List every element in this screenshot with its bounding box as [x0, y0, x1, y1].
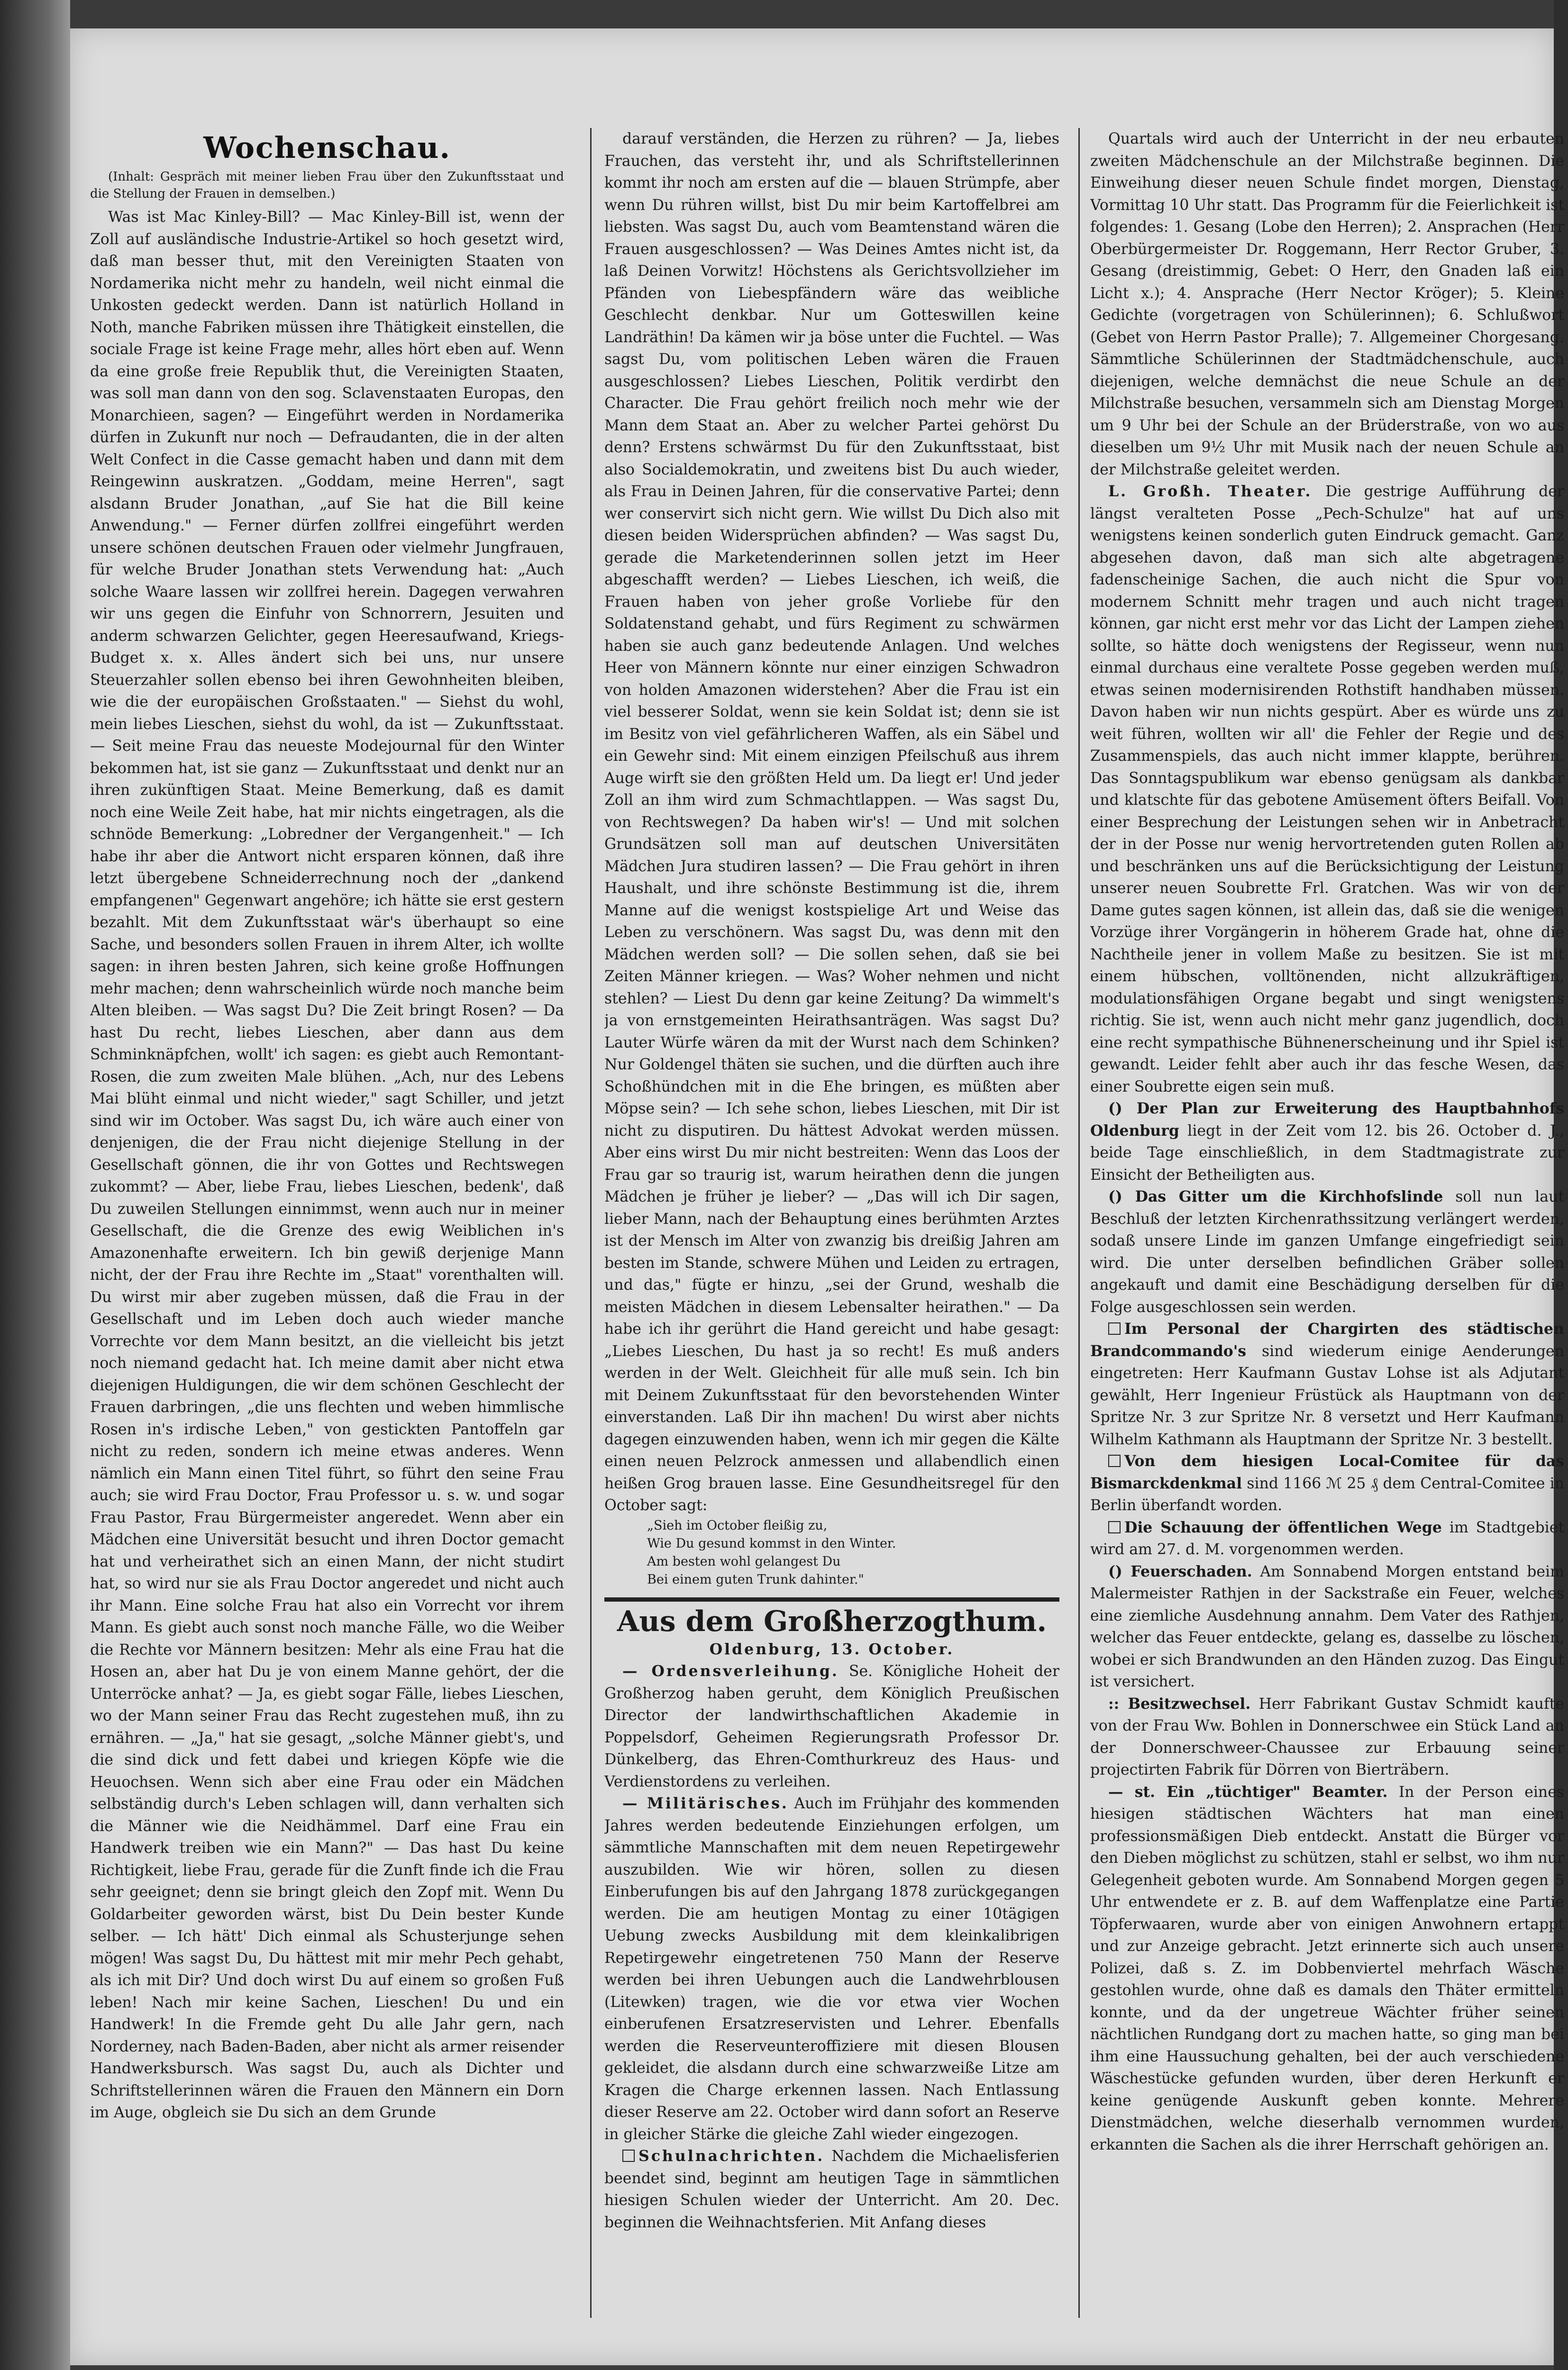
- news-head: L. Großh. Theater.: [1108, 483, 1313, 500]
- poem: [604, 1517, 1059, 1589]
- news-item: [1090, 1693, 1564, 1781]
- column-3: [1090, 128, 1564, 2337]
- news-text: im Stadtgebiet wird am 27. d. M. vorgenommen werden.: [1090, 1519, 1564, 1558]
- news-head: :: Besitzwechsel.: [1108, 1695, 1251, 1713]
- section-divider: [604, 1597, 1059, 1602]
- news-text: Se. Königliche Hoheit der Großherzog haben geruht, dem Königlich Preußischen Director der landwirthschaftlichen Akademie in Poppelsdorf, Geheimen Regierungsrath Professor Dr. Dünkelberg, das Ehren-Comthurkreuz des Haus- und Verdienstordens zu verleihen.: [604, 1663, 1059, 1790]
- inhalt-note: (Inhalt: Gespräch mit meiner lieben Frau über den Zukunftsstaat und die Stellung der Frauen in demselben.): [90, 170, 564, 201]
- column-1: [90, 168, 564, 2370]
- column-2: [604, 128, 1059, 2337]
- news-item: [1090, 1561, 1564, 1693]
- wochenschau-text-continued: darauf verständen, die Herzen zu rühren? — Ja, liebes Frauchen, das versteht ihr, und als Schriftstellerinnen kommt ihr noch am ersten auf die — blauen Strümpfe, aber wenn Du rühren willst, bist Du mir beim Kartoffelbrei am liebsten. Was sagst Du, auch vom Beamtenstand wären die Frauen ausgeschlossen? — Was Deines Amtes nicht ist, da laß Deinen Vorwitz! Höchstens als Gerichtsvollzieher im Pfänden von Liebespfändern wäre das weibliche Geschlecht denkbar. Nur um Gotteswillen keine Landräthin! Da kämen wir ja böse unter die Fuchtel. — Was sagst Du, vom politischen Leben wären die Frauen ausgeschlossen? Liebes Lieschen, Politik verdirbt den Character. Die Frau gehört freilich noch mehr wie der Mann dem Staat an. Aber zu welcher Partei gehörst Du denn? Erstens schwärmst Du für den Zukunftsstaat, bist also Socialdemokratin, und zweitens bist Du auch wieder, als Frau in Deinen Jahren, für die conservative Partei; denn wer conservirt sich nicht gern. Wie willst Du Dich also mit diesen beiden Widersprüchen abfinden? — Was sagst Du, gerade die Marketenderinnen sollen jetzt im Heer abgeschafft werden? — Liebes Lieschen, ich weiß, die Frauen haben von jeher große Vorliebe für den Soldatenstand gehabt, und fürs Regiment zu schwärmen haben sie auch ganz bedeutende Anlagen. Und welches Heer von Männern könnte nur einer einzigen Schwadron von holden Amazonen widerstehen? Aber die Frau ist ein viel besserer Soldat, wenn sie kein Soldat ist; denn sie ist im Besitz von viel gefährlicheren Waffen, als ein Säbel und ein Gewehr sind: Mit einem einzigen Pfeilschuß aus ihrem Auge wirft sie den größten Held um. Da liegt er! Und jeder Zoll an ihm wird zum Schmachtlappen. — Was sagst Du, von Rechtswegen? Da haben wir's! — Und mit solchen Grundsätzen soll man auf deutschen Universitäten Mädchen Jura studiren lassen? — Die Frau gehört in ihren Haushalt, und ihre schönste Bestimmung ist die, ihrem Manne auf die wenigst kostspielige Art und Weise das Leben zu verschönern. Was sagst Du, was denn mit den Mädchen werden soll? — Die sollen sehen, daß sie bei Zeiten Männer kriegen. — Was? Woher nehmen und nicht stehlen? — Liest Du denn gar keine Zeitung? Da wimmelt's ja von ernstgemeinten Heirathsanträgen. Was sagst Du? Lauter Würfe wären da mit der Wurst nach dem Schinken? Nur Goldengel thäten sie suchen, und die dürften auch ihre Schoßhündchen mit in die Ehe bringen, es müßten aber Möpse sein? — Ich sehe schon, liebes Lieschen, mit Dir ist nicht zu disputiren. Du hättest Advokat werden müssen. Aber eins wirst Du mir nicht bestreiten: Wenn das Loos der Frau gar so traurig ist, warum heirathen denn die jungen Mädchen je früher je lieber? — „Das will ich Dir sagen, lieber Mann, nach der Behauptung eines berühmten Arztes ist der Mensch im Alter von zwanzig bis dreißig Jahren am besten im Stande, schwere Mühen und Leiden zu ertragen, und das," fügte er hinzu, „sei der Grund, weshalb die meisten Mädchen in diesem Lebensalter heirathen." — Da habe ich ihr gerührt die Hand gereicht und habe gesagt: „Liebes Lieschen, Du hast ja so recht! Es muß anders werden in der Welt. Gleichheit für alle muß sein. Ich bin mit Deinem Zukunftsstaat für den bevorstehenden Winter einverstanden. Laß Dir ihn machen! Du wirst aber nichts dagegen einzuwenden haben, wenn ich mir gegen die Kälte einen neuen Pelzrock anmessen und allabendlich einen heißen Grog brauen lasse. Eine Gesundheitsregel für den October sagt:: [604, 130, 1059, 1514]
- poem-line: „Sieh im October fleißig zu,: [647, 1518, 828, 1533]
- news-head: — st. Ein „tüchtiger" Beamter.: [1108, 1783, 1388, 1801]
- news-head: () Das Gitter um die Kirchhofslinde: [1108, 1188, 1443, 1205]
- news-text: Nachdem die Michaelisferien beendet sind, beginnt am heutigen Tage in sämmtlichen hiesigen Schulen wieder der Unterricht. Am 20. Dec. beginnen die Weihnachtsferien. Mit Anfang dieses: [604, 2148, 1059, 2231]
- box-icon: [1108, 1322, 1121, 1335]
- news-text: liegt in der Zeit vom 12. bis 26. October d. J., beide Tage einschließlich, in dem Stadtmagistrate zur Einsicht der Betheiligten aus.: [1090, 1122, 1564, 1184]
- poem-line: Am besten wohl gelangest Du: [647, 1554, 841, 1569]
- wochenschau-text: Was ist Mac Kinley-Bill? — Mac Kinley-Bill ist, wenn der Zoll auf ausländische Industrie-Artikel so hoch gesetzt wird, daß man besser thut, mit den Vereinigten Staaten von Nordamerika nicht mehr zu handeln, weil nicht einmal die Unkosten gedeckt werden. Dann ist natürlich Holland in Noth, manche Fabriken müssen ihre Thätigkeit einstellen, die sociale Frage ist keine Frage mehr, alles hört eben auf. Wenn da eine große freie Republik thut, die Vereinigten Staaten, was soll man dann von den sog. Sclavenstaaten Europas, den Monarchieen, sagen? — Eingeführt werden in Nordamerika dürfen in Zukunft nur noch — Defraudanten, die in der alten Welt Confect in die Casse gemacht haben und dann mit dem Reingewinn auskratzen. „Goddam, meine Herren", sagt alsdann Bruder Jonathan, „auf Sie hat die Bill keine Anwendung." — Ferner dürfen zollfrei eingeführt werden unsere schönen deutschen Frauen oder vielmehr Jungfrauen, für welche Bruder Jonathan stets Verwendung hat: „Auch solche Waare lassen wir zollfrei herein. Dagegen verwahren wir uns gegen die Einfuhr von Schnorrern, Jesuiten und anderm schwarzen Gelichter, gegen Heeresaufwand, Kriegs-Budget x. x. Alles ändert sich bei uns, nur unsere Steuerzahler sollen ebenso bei ihren Gewohnheiten bleiben, wie die der europäischen Großstaaten." — Siehst du wohl, mein liebes Lieschen, siehst du wohl, da ist — Zukunftsstaat. — Seit meine Frau das neueste Modejournal für den Winter bekommen hat, ist sie ganz — Zukunftsstaat und denkt nur an ihren zukünftigen Staat. Meine Bemerkung, daß es damit noch eine Weile Zeit habe, hat mir nichts eingetragen, als die schnöde Bemerkung: „Lobredner der Vergangenheit." — Ich habe ihr aber die Antwort nicht ersparen können, daß ihre letzt übergebene Schneiderrechnung noch der „dankend empfangenen" Gegenwart angehöre; ich hätte sie erst gestern bezahlt. Mit dem Zukunftsstaat wär's überhaupt so eine Sache, und besonders sollen Frauen in ihrem Alter, ich wollte sagen: in ihren besten Jahren, sich keine große Hoffnungen mehr machen; denn wahrscheinlich würde noch manche beim Alten bleiben. — Was sagst Du? Die Zeit bringt Rosen? — Da hast Du recht, liebes Lieschen, aber dann aus dem Schminknäpfchen, wollt' ich sagen: es giebt auch Remontant-Rosen, die zum zweiten Male blühen. „Ach, nur des Lebens Mai blüht einmal und nicht wieder," sagt Schiller, und jetzt sind wir im October. Was sagst Du, ich wäre auch einer von denjenigen, die der Frau nicht diejenige Stellung in der Gesellschaft gönnen, die ihr von Gottes und Rechtswegen zukommt? — Aber, liebe Frau, liebes Lieschen, bedenk', daß Du zuweilen Stellungen einnimmst, wenn auch nur in meiner Gesellschaft, die die Grenze des ewig Weiblichen in's Amazonenhafte erweitern. Ich bin gewiß derjenige Mann nicht, der der Frau ihre Rechte im „Staat" vorenthalten will. Du wirst mir aber zugeben müssen, daß die Frau in der Gesellschaft und im Leben doch auch wieder manche Vorrechte vor dem Mann besitzt, an die vielleicht bis jetzt noch niemand gedacht hat. Ich meine damit aber nicht etwa diejenigen Huldigungen, die wir dem schönen Geschlecht der Frauen darbringen, „die uns flechten und weben himmlische Rosen in's irdische Leben," von gestickten Pantoffeln gar nicht zu reden, sondern ich meine etwas anderes. Wenn nämlich ein Mann einen Titel führt, so führt den seine Frau auch; sie wird Frau Doctor, Frau Professor u. s. w. und sogar Frau Pastor, Frau Bürgermeister angeredet. Wenn aber ein Mädchen eine Universität besucht und ihren Doctor gemacht hat und verheirathet sich an einen Mann, der nicht studirt hat, so wird nur sie als Frau Doctor angeredet und nicht auch ihr Mann. Eine solche Frau hat also ein Vorrecht vor ihrem Mann. Es giebt auch sonst noch manche Fälle, wo die Weiber die Rechte vor Männern besitzen: Mehr als eine Frau hat die Hosen an, aber hat Du je von einem Manne gehört, der die Unterröcke anhat? — Ja, es giebt sogar Fälle, liebes Lieschen, wo der Mann seiner Frau das Recht zugestehen muß, ihn zu ernähren. — „Ja," hat sie gesagt, „solche Männer giebt's, und die sind dick und fett dabei und kriegen Köpfe wie die Heuochsen. Wenn sich aber eine Frau oder ein Mädchen selbständig durch's Leben schlagen will, dann verhalten sich die Männer wie die Neidhämmel. Darf eine Frau ein Handwerk treiben wie ein Mann?" — Das hast Du keine Richtigkeit, liebe Frau, gerade für die Zunft finde ich die Frau sehr geeignet; denn sie bringt gleich den Zopf mit. Wenn Du Goldarbeiter geworden wärst, bist Du Dein bester Kunde selber. — Ich hätt' Dich einmal als Schusterjunge sehen mögen! Was sagst Du, Du hättest mit mir mehr Pech gehabt, als ich mit Dir? Und doch wirst Du auf einem so großen Fuß leben! Nach mir keine Sachen, Lieschen! Du und ein Handwerk! In die Fremde geht Du alle Jahr gern, nach Norderney, nach Baden-Baden, aber nicht als armer reisender Handwerksbursch. Was sagst Du, auch als Dichter und Schriftstellerinnen wären die Frauen den Männern ein Dorn im Auge, obgleich sie Du sich an dem Grunde: [90, 209, 564, 2121]
- news-head: () Der Plan zur Erweiterung des Hauptbahnhofs Oldenburg: [1090, 1100, 1564, 1139]
- news-head: Die Schauung der öffentlichen Wege: [1124, 1518, 1442, 1536]
- news-head: Im Personal der Chargirten des städtischen Brandcommando's: [1090, 1320, 1564, 1360]
- news-item: [604, 2145, 1059, 2233]
- news-item: [1090, 1318, 1564, 1450]
- news-head: Von dem hiesigen Local-Comitee für das Bismarckdenkmal: [1090, 1452, 1564, 1492]
- news-text: Am Sonnabend Morgen entstand beim Malermeister Rathjen in der Sackstraße ein Feuer, welches eine ziemliche Ausdehnung annahm. Dem Vater des Rathjen, welcher das Feuer entdeckte, gelang es, dasselbe zu löschen, wobei er sich Brandwunden an den Händen zuzog. Das Eingut ist versichert.: [1090, 1563, 1564, 1690]
- wochenschau-title: Wochenschau.: [203, 130, 451, 165]
- scan-left-margin: [0, 0, 70, 2370]
- news-text: In der Person eines hiesigen städtischen Wächters hat man einen professionsmäßigen Dieb entdeckt. Anstatt die Bürger vor den Dieben möglichst zu schützen, stahl er selbst, wo ihm nur Gelegenheit geboten wurde. Am Sonnabend Morgen gegen 5 Uhr entwendete er z. B. auf dem Waffenplatze eine Partie Töpferwaaren, wurde aber von einigen Anwohnern ertappt und zur Anzeige gebracht. Jetzt erinnerte sich auch unsere Polizei, daß s. Z. im Dobbenviertel mehrfach Wäsche gestohlen wurde, ohne daß es damals den Thäter ermitteln konnte, und da der ungetreue Wächter früher seinen nächtlichen Rundgang dort zu machen hatte, so ging man bei ihm eine Haussuchung gehalten, bei der auch verschiedene Wäschestücke gefunden wurden, über deren Herkunft er keine genügende Auskunft geben konnte. Mehrere Dienstmädchen, welche dieserhalb vernommen wurden, erkannten die Sachen als die ihrer Herrschaft gehörigen an.: [1090, 1783, 1564, 2153]
- news-head: Schulnachrichten.: [638, 2147, 825, 2165]
- news-item: [1090, 1186, 1564, 1318]
- news-text: Quartals wird auch der Unterricht in der neu erbauten zweiten Mädchenschule an der Milchstraße beginnen. Die Einweihung dieser neuen Schule findet morgen, Dienstag, Vormittag 10 Uhr statt. Das Programm für die Feierlichkeit ist folgendes: 1. Gesang (Lobe den Herren); 2. Ansprachen (Herr Oberbürgermeister Dr. Roggemann, Herr Rector Gruber, 3. Gesang (dreistimmig, Gebet: O Herr, den Gnaden laß ein Licht x.); 4. Ansprache (Herr Nector Kröger); 5. Kleine Gedichte (vorgetragen von Schülerinnen); 6. Schlußwort (Gebet von Herrn Pastor Pralle); 7. Allgemeiner Chorgesang. Sämmtliche Schülerinnen der Stadtmädchenschule, auch diejenigen, welche demnächst die neue Schule an der Milchstraße besuchen, versammeln sich am Dienstag Morgen um 9 Uhr bei der Schule an der Brüderstraße, von wo aus dieselben um 9½ Uhr mit Musik nach der neuen Schule an der Milchstraße geleitet werden.: [1090, 130, 1564, 478]
- news-text: Die gestrige Aufführung der längst veralteten Posse „Pech-Schulze" hat auf uns wenigstens keinen sonderlich guten Eindruck gemacht. Ganz abgesehen davon, daß man sich alte abgetragene fadenscheinige Sachen, die auch nicht die Spur von modernem Schnitt mehr tragen und auch nicht tragen können, gar nicht erst mehr vor das Licht der Lampen ziehen sollte, so hätte doch wenigstens der Regisseur, wenn nun einmal durchaus eine veraltete Posse gegeben werden muß, etwas seinen modernisirenden Rothstift handhaben müssen. Davon haben wir nun nichts gespürt. Aber es würde uns zu weit führen, wollten wir all' die Fehler der Regie und des Zusammenspiels, das auch nicht immer klappte, berühren. Das Sonntagspublikum war ebenso genügsam als dankbar und klatschte für das gebotene Amüsement öfters Beifall. Von einer Besprechung der Leistungen sehen wir in Anbetracht der in der Posse nur wenig hervortretenden guten Rollen ab und beschränken uns auf die Berücksichtigung der Leistung unserer neuen Soubrette Frl. Gratchen. Was wir von der Dame gutes sagen können, ist allein das, daß sie die wenigen Vorzüge ihrer Vorgängerin in höherem Grade hat, ohne die Nachtheile jener in vollem Maße zu besitzen. Sie ist mit einem hübschen, volltönenden, nicht allzukräftigen, modulationsfähigen Organe begabt und singt wenigstens richtig. Sie ist, wenn auch nicht mehr ganz jugendlich, doch eine recht sympathische Bühnenerscheinung und ihr Spiel ist gewandt. Leider fehlt aber auch ihr das fesche Wesen, das einer Soubrette eigen sein muß.: [1090, 483, 1564, 1095]
- news-text: Auch im Frühjahr des kommenden Jahres werden bedeutende Einziehungen erfolgen, um sämmtliche Mannschaften mit dem neuen Repetirgewehr auszubilden. Wie wir hören, sollen zu diesen Einberufungen bis auf den Jahrgang 1878 zurückgegangen werden. Die am heutigen Montag zu einer 10tägigen Uebung zwecks Ausbildung mit dem kleinkalibrigen Repetirgewehr eingetretenen 750 Mann der Reserve werden bei ihren Uebungen auch die Landwehrblousen (Litewken) tragen, wie die vor etwa vier Wochen einberufenen Ersatzreservisten und Lehrer. Ebenfalls werden die Reserveunteroffiziere mit diesen Blousen gekleidet, die alsdann durch eine schwarzweiße Litze am Kragen die Charge erkennen lassen. Nach Entlassung dieser Reserve am 22. October wird dann sofort an Reserve in gleicher Stärke die gleiche Zahl wieder eingezogen.: [604, 1795, 1059, 2143]
- news-text: sind wiederum einige Aenderungen eingetreten: Herr Kaufmann Gustav Lohse ist als Adjutant gewählt, Herr Ingenieur Früstück als Hauptmann von der Spritze Nr. 3 zur Spritze Nr. 8 versetzt und Herr Kaufmann Wilhelm Kathmann als Hauptmann der Spritze Nr. 3 bestellt.: [1090, 1342, 1564, 1448]
- news-head: () Feuerschaden.: [1108, 1562, 1252, 1580]
- news-head: — Ordensverleihung.: [622, 1662, 839, 1680]
- news-text: soll nun laut Beschluß der letzten Kirchenrathssitzung verlängert werden, sodaß unsere Linde im ganzen Umfange eingefriedigt sein wird. Die unter derselben befindlichen Gräber sollen angekauft und damit eine Beschädigung derselben für die Folge ausgeschlossen sein werden.: [1090, 1188, 1564, 1316]
- news-item: [1090, 1098, 1564, 1186]
- news-item: [1090, 1781, 1564, 2156]
- column-rule-2: [1078, 128, 1080, 2318]
- news-head: — Militärisches.: [622, 1795, 789, 1812]
- poem-line: Bei einem guten Trunk dahinter.": [647, 1572, 864, 1587]
- news-item: [1090, 1450, 1564, 1517]
- news-item: [604, 1793, 1059, 2145]
- news-text: sind 1166 ℳ 25 ₰ dem Central-Comitee in Berlin überfandt worden.: [1090, 1475, 1564, 1514]
- dateline: Oldenburg, 13. October.: [709, 1640, 955, 1658]
- poem-line: Wie Du gesund kommst in den Winter.: [647, 1536, 896, 1551]
- box-icon: [622, 2150, 635, 2162]
- box-icon: [1108, 1455, 1121, 1467]
- section-title-grossherzogthum: Aus dem Großherzogthum.: [617, 1604, 1047, 1638]
- news-text: Herr Fabrikant Gustav Schmidt kaufte von der Frau Ww. Bohlen in Donnerschwee ein Stück Land an der Donnerschweer-Chaussee zur Erbauung seiner projectirten Fabrik für Dörren von Bierträbern.: [1090, 1695, 1564, 1778]
- news-item: [1090, 481, 1564, 1098]
- news-item: [1090, 128, 1564, 481]
- news-item: [604, 1660, 1059, 1793]
- column-rule-1: [590, 128, 592, 2318]
- box-icon: [1108, 1521, 1121, 1533]
- news-item: [1090, 1517, 1564, 1561]
